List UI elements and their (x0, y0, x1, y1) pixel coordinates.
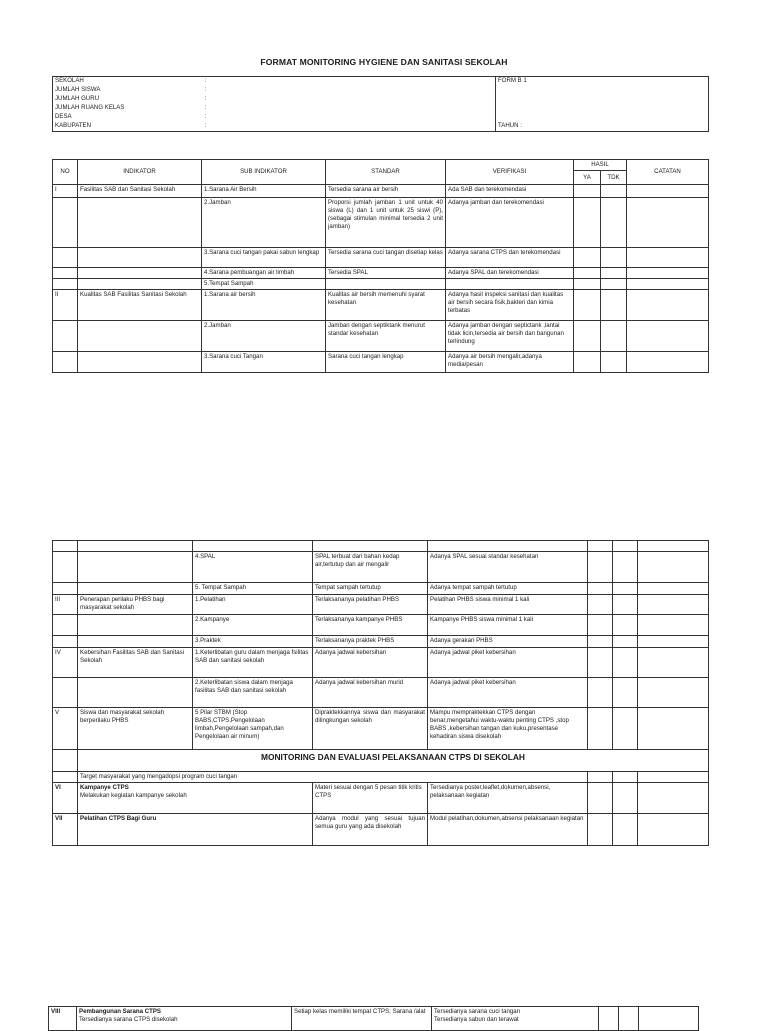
row-verifikasi: Adanya SPAL sesuai standar kesehatan (428, 552, 588, 583)
value-desa: : (204, 113, 207, 120)
row-ya[interactable] (574, 290, 601, 321)
table-row (53, 279, 709, 290)
ctps-section-heading: MONITORING DAN EVALUASI PELAKSANAAN CTPS DI SEKOLAH (78, 750, 709, 772)
row-ya[interactable] (574, 268, 601, 279)
table-row (53, 268, 709, 279)
row-ya[interactable] (574, 352, 601, 373)
table-row (53, 678, 709, 708)
header-standar: STANDAR (326, 160, 446, 185)
row-catatan[interactable] (627, 185, 709, 198)
row-standar: Sarana cuci tangan lengkap (326, 352, 446, 373)
row-tdk[interactable] (601, 352, 627, 373)
row-no (53, 248, 78, 268)
row-tdk[interactable] (613, 783, 638, 814)
row-sub-indikator: 1.Sarana Air Bersih (202, 185, 326, 198)
verifikasi-line-1: Tersedianya sarana cuci tangan (434, 1008, 521, 1015)
row-ya[interactable] (588, 814, 613, 846)
row-tdk[interactable] (613, 648, 638, 678)
row-tdk[interactable] (601, 198, 627, 248)
row-sub-indikator: 1.Keterlibatan guru dalam menjaga fsilitas SAB dan sanitasi sekolah (193, 648, 313, 678)
row-standar: Adanya modul yang sesuai tujuan semua guru yang ada disekolah (313, 814, 428, 846)
row-standar: SPAL terbuat dari bahan kedap air,tertutup dan air mengalir (313, 552, 428, 583)
header-catatan: CATATAN (627, 160, 709, 185)
row-sub-indikator: 3.Sarana cuci tangan pakai sabun lengkap (202, 248, 326, 268)
row-tdk[interactable] (613, 552, 638, 583)
page-title: FORMAT MONITORING HYGIENE DAN SANITASI SEKOLAH (260, 57, 508, 67)
table-row (53, 198, 709, 248)
row-verifikasi: Adanya jamban dengan septictank ,lantai tidak licin,tersedia air bersih dan bangunan terlindung (446, 321, 574, 352)
row-verifikasi: Adanya SPAL dan terekomendasi (446, 268, 574, 279)
row-no: I (53, 185, 78, 198)
value-sekolah: : (204, 77, 207, 84)
row-catatan[interactable] (638, 595, 709, 615)
row-verifikasi: Adanya jadwal piket kebersihan (428, 678, 588, 708)
value-kabupaten: : (204, 122, 207, 129)
row-no: IV (53, 648, 78, 678)
row-no (53, 583, 78, 595)
row-tdk[interactable] (613, 595, 638, 615)
row-indikator: Kebersihan Fasilitas SAB dan Sanitasi Sekolah (78, 648, 193, 678)
row-ya[interactable] (574, 185, 601, 198)
row-indikator (78, 615, 193, 636)
header-indikator: INDIKATOR (78, 160, 202, 185)
row-indikator (78, 678, 193, 708)
row-indikator (78, 321, 202, 352)
row-no (53, 198, 78, 248)
row-no: II (53, 290, 78, 321)
row-tdk[interactable] (601, 321, 627, 352)
row-sub-indikator: 2.Kampanye (193, 615, 313, 636)
header-tdk: TDK (601, 171, 627, 185)
table-row (53, 648, 709, 678)
table-row (53, 615, 709, 636)
label-jumlah-siswa: JUMLAH SISWA (55, 86, 101, 93)
row-no: V (53, 708, 78, 750)
row-catatan[interactable] (639, 1007, 699, 1031)
row-no (53, 279, 78, 290)
monitoring-table-continued (52, 540, 709, 846)
row-sub-indikator: 5. Tempat Sampah (193, 583, 313, 595)
row-sub-indikator: 4.SPAL (193, 552, 313, 583)
table-row (53, 552, 709, 583)
row-verifikasi: Pelatihan PHBS siswa minimal 1 kali (428, 595, 588, 615)
row-catatan[interactable] (627, 321, 709, 352)
kampanye-title: Kampanye CTPS (80, 784, 129, 792)
row-catatan[interactable] (638, 615, 709, 636)
row-sub-indikator: 1.Sarana air bersih (202, 290, 326, 321)
pelatihan-title: Pelatihan CTPS Bagi Guru (80, 815, 157, 823)
row-indikator (78, 352, 202, 373)
row-tdk[interactable] (601, 290, 627, 321)
row-verifikasi: Kampanye PHBS siswa minimal 1 kali (428, 615, 588, 636)
form-number: FORM B 1 (496, 77, 709, 87)
table-row (53, 248, 709, 268)
tahun-label: TAHUN : (496, 122, 709, 132)
header-hasil: HASIL (574, 160, 627, 171)
row-no (53, 636, 78, 648)
row-standar: Tersedia sarana cuci tangan disetiap kelas (326, 248, 446, 268)
row-sub-indikator: 2.Keterlibatan siswa dalam menjaga fasilitas SAB dan sanitasi sekolah (193, 678, 313, 708)
row-ya[interactable] (588, 648, 613, 678)
row-sub-indikator: 2.Jamban (202, 321, 326, 352)
kampanye-desc: Melakukan kegiatan kampanye sekolah (80, 792, 187, 800)
row-verifikasi (446, 279, 574, 290)
row-indikator: Kualitas SAB Fasilitas Sanitasi Sekolah (78, 290, 202, 321)
row-verifikasi: Adanya jamban dan terekomendasi (446, 198, 574, 248)
row-verifikasi: Mampu mempraktekkan CTPS dengan benar,mengetahui waktu-waktu penting CTPS ,stop BABS ,kebersihan tangan dan kuku,presentase kehadiran siswa disekolah (428, 708, 588, 750)
row-standar: Setiap kelas memiliki tempat CTPS; Sarana /alat (292, 1007, 432, 1031)
row-verifikasi: Adanya air bersih mengalir,adanya media/pesan (446, 352, 574, 373)
row-tdk[interactable] (613, 678, 638, 708)
row-tdk[interactable] (619, 1007, 639, 1031)
row-catatan[interactable] (627, 248, 709, 268)
table-row (49, 1007, 699, 1031)
row-no: VIII (49, 1007, 77, 1031)
row-tdk[interactable] (613, 814, 638, 846)
school-info-table (52, 76, 709, 132)
row-standar: Kualitas air bersih memenuhi syarat kesehatan (326, 290, 446, 321)
row-verifikasi: Adanya jadwal piket kebersihan (428, 648, 588, 678)
header-verifikasi: VERIFIKASI (446, 160, 574, 185)
row-standar: Terlaksananya kampanye PHBS (313, 615, 428, 636)
row-catatan[interactable] (638, 678, 709, 708)
table-row (53, 708, 709, 750)
row-tdk[interactable] (613, 636, 638, 648)
monitoring-table (52, 159, 709, 373)
pembangunan-title: Pembangunan Sarana CTPS (79, 1008, 161, 1015)
row-verifikasi: Adanya gerakan PHBS (428, 636, 588, 648)
target-line: Target masyarakat yang mengadopsi program cuci tangan (78, 772, 588, 783)
row-catatan[interactable] (627, 352, 709, 373)
row-verifikasi: Adanya tempat sampah tertutup (428, 583, 588, 595)
row-no (53, 321, 78, 352)
row-no (53, 268, 78, 279)
row-ya[interactable] (588, 615, 613, 636)
row-ya[interactable] (588, 595, 613, 615)
table-row (53, 783, 709, 814)
row-standar: Tersedia sarana air bersih (326, 185, 446, 198)
row-standar: Jamban dengan septiktank menurut standar kesehatan (326, 321, 446, 352)
pembangunan-desc: Tersedianya sarana CTPS disekolah (79, 1016, 178, 1024)
row-tdk[interactable] (601, 248, 627, 268)
row-ya[interactable] (574, 279, 601, 290)
row-verifikasi: Adanya hasil inspeksi sanitasi dan kualitas air bersih secara fisik,bakteri dan kimia terbatas (446, 290, 574, 321)
row-indikator (78, 814, 313, 846)
row-no: VII (53, 814, 78, 846)
value-jumlah-guru: : (204, 95, 207, 102)
row-ya[interactable] (588, 583, 613, 595)
row-indikator (78, 552, 193, 583)
table-row (53, 185, 709, 198)
row-ya[interactable] (574, 198, 601, 248)
row-indikator (78, 583, 193, 595)
row-tdk[interactable] (601, 268, 627, 279)
row-sub-indikator: 5 Pilar STBM (Stop BABS,CTPS,Pengelolaan limbah,Pengelolaan sampah,dan Pengelolaan air minum) (193, 708, 313, 750)
row-ya[interactable] (588, 552, 613, 583)
row-standar (326, 279, 446, 290)
table-row (53, 290, 709, 321)
header-ya: YA (574, 171, 601, 185)
row-indikator (78, 783, 313, 814)
row-verifikasi: Adanya sarana CTPS dan terekomendasi (446, 248, 574, 268)
row-indikator (78, 279, 202, 290)
row-catatan[interactable] (627, 268, 709, 279)
row-no: III (53, 595, 78, 615)
table-row (53, 541, 709, 552)
row-catatan[interactable] (638, 783, 709, 814)
value-jumlah-ruang-kelas: : (204, 104, 207, 111)
row-sub-indikator: 2.Jamban (202, 198, 326, 248)
row-standar: Adanya jadwal kebersihan (313, 648, 428, 678)
header-sub-indikator: SUB INDIKATOR (202, 160, 326, 185)
row-standar: Tempat sampah tertutup (313, 583, 428, 595)
row-sub-indikator: 4.Sarana pembuangan air limbah (202, 268, 326, 279)
header-no: NO (53, 160, 78, 185)
row-catatan[interactable] (627, 279, 709, 290)
table-row (53, 321, 709, 352)
row-sub-indikator: 1.Pelatihan (193, 595, 313, 615)
row-ya[interactable] (588, 783, 613, 814)
row-ya[interactable] (574, 321, 601, 352)
table-row (53, 583, 709, 595)
row-tdk[interactable] (613, 708, 638, 750)
row-standar: Adanya jadwal kebersihan murid (313, 678, 428, 708)
row-tdk[interactable] (601, 185, 627, 198)
row-catatan[interactable] (627, 198, 709, 248)
row-verifikasi: Ada SAB dan terekomendasi (446, 185, 574, 198)
row-catatan[interactable] (638, 648, 709, 678)
row-indikator: Fasilitas SAB dan Sanitasi Sekolah (78, 185, 202, 198)
row-indikator: Siswa dan masyarakat sekolah berperilaku PHBS (78, 708, 193, 750)
table-row (53, 814, 709, 846)
row-standar: Tersedia SPAL (326, 268, 446, 279)
table-row (53, 352, 709, 373)
label-kabupaten: KABUPATEN (55, 122, 92, 129)
row-catatan[interactable] (638, 552, 709, 583)
table-row (53, 636, 709, 648)
row-no (53, 552, 78, 583)
row-indikator (78, 248, 202, 268)
row-tdk[interactable] (613, 615, 638, 636)
label-desa: DESA (55, 113, 72, 120)
row-verifikasi: Tersedianya poster,leaflet,dokumen,absensi, pelaksanaan kegiatan (428, 783, 588, 814)
row-ya[interactable] (588, 636, 613, 648)
verifikasi-line-2: Tersedianya sabun dan terawat (434, 1016, 519, 1024)
ctps-table-continued (48, 1006, 699, 1031)
row-indikator (78, 268, 202, 279)
row-standar: Dipraktekkannya siswa dan masyarakat dilingkungan sekolah (313, 708, 428, 750)
row-ya[interactable] (588, 708, 613, 750)
row-standar: Materi sesuai dengan 5 pesan titik kritis CTPS (313, 783, 428, 814)
row-tdk[interactable] (613, 583, 638, 595)
row-sub-indikator: 3.Praktek (193, 636, 313, 648)
row-no (53, 678, 78, 708)
row-indikator (78, 198, 202, 248)
table-row (53, 595, 709, 615)
row-sub-indikator: 3.Sarana cuci Tangan (202, 352, 326, 373)
row-ya[interactable] (588, 678, 613, 708)
row-standar: Terlaksananya pelatihan PHBS (313, 595, 428, 615)
row-ya[interactable] (599, 1007, 619, 1031)
row-no (53, 352, 78, 373)
row-verifikasi: Modul pelatihan,dokumen,absensi pelaksanaan kegiatan (428, 814, 588, 846)
row-no: VI (53, 783, 78, 814)
row-catatan[interactable] (627, 290, 709, 321)
value-jumlah-siswa: : (204, 86, 207, 93)
row-no (53, 615, 78, 636)
row-catatan[interactable] (638, 583, 709, 595)
label-sekolah: SEKOLAH (55, 77, 84, 84)
row-catatan[interactable] (638, 708, 709, 750)
label-jumlah-guru: JUMLAH GURU (55, 95, 100, 102)
row-indikator (77, 1007, 292, 1031)
row-ya[interactable] (574, 248, 601, 268)
row-tdk[interactable] (601, 279, 627, 290)
row-catatan[interactable] (638, 814, 709, 846)
row-catatan[interactable] (638, 636, 709, 648)
row-indikator (78, 636, 193, 648)
row-sub-indikator: 5.Tempat Sampah (202, 279, 326, 290)
label-jumlah-ruang-kelas: JUMLAH RUANG KELAS (55, 104, 125, 111)
row-standar: Terlaksananya praktek PHBS (313, 636, 428, 648)
row-indikator: Penerapan perilaku PHBS bagi masyarakat sekolah (78, 595, 193, 615)
row-standar: Proporsi jumlah jamban 1 unit untuk 40 siswa (L) dan 1 unit untuk 25 siswi (P),(sebagai stimulan minimal tersedia 2 unit jamban) (326, 198, 446, 248)
row-verifikasi (432, 1007, 599, 1031)
